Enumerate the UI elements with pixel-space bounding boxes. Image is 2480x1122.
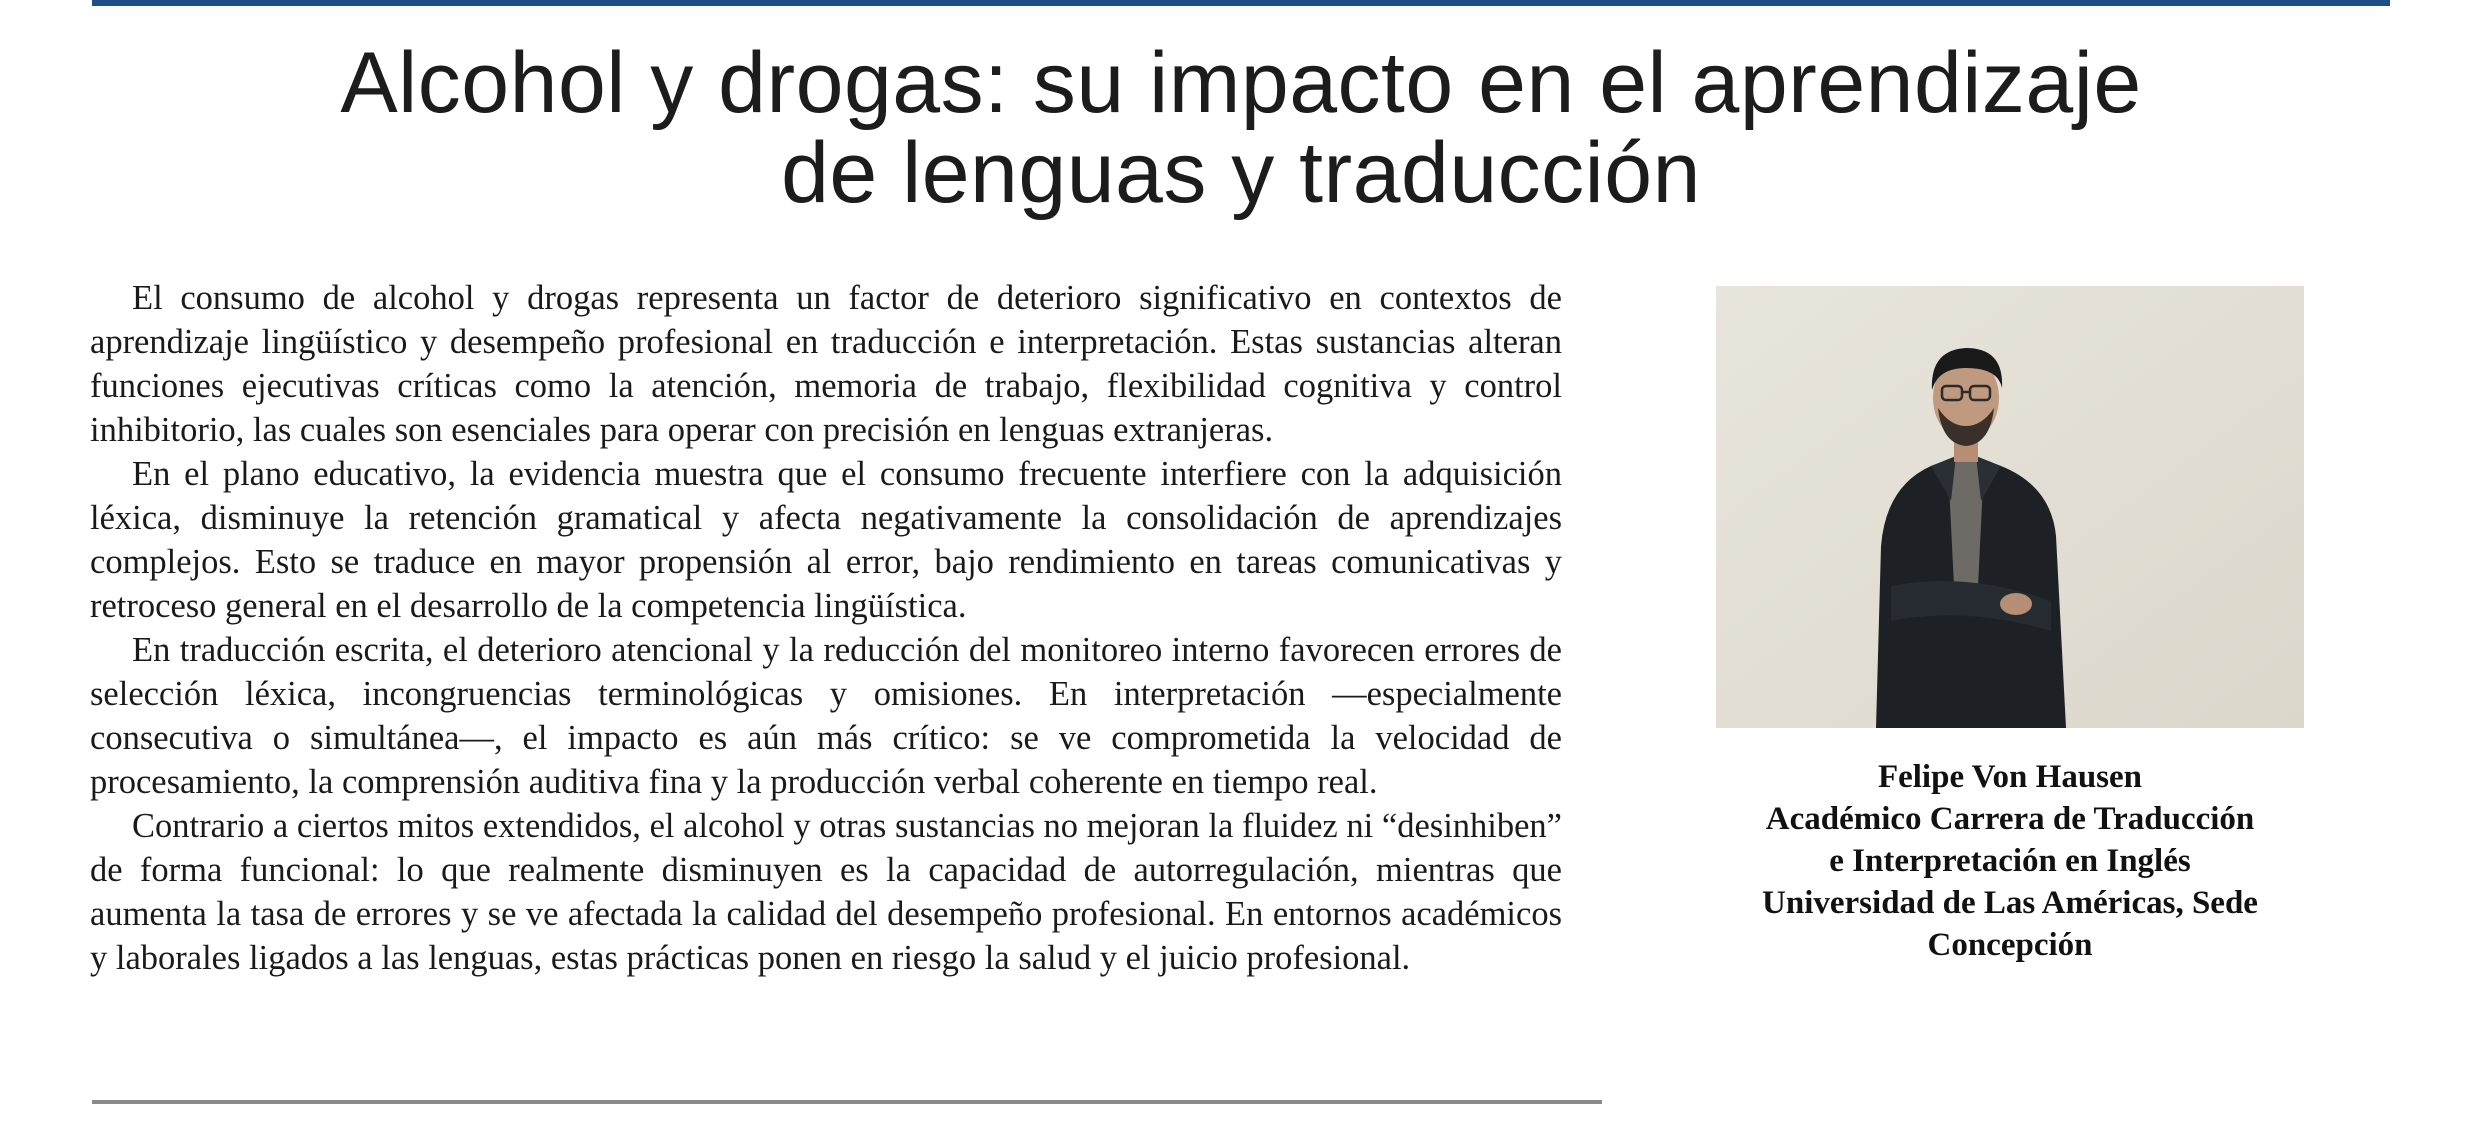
caption-author-name: Felipe Von Hausen (1877, 759, 2143, 795)
paragraph-1: El consumo de alcohol y drogas representa un factor de deterioro significativo en contextos de aprendizaje lingüístico y desempeño profesional en traducción e interpretación. Estas sustancias alteran funciones ejecutivas críticas como la atención, memoria de trabajo, flexibilidad cognitiva y control inhibitorio, las cuales son esenciales para operar con precisión en lenguas extranjeras. (90, 279, 1562, 449)
author-hand (2000, 593, 2032, 615)
caption-line-3: e Interpretación en Inglés (1829, 843, 2191, 879)
article-body (90, 276, 1562, 980)
article-headline (92, 35, 2390, 221)
author-caption (1716, 756, 2304, 966)
paragraph-3: En traducción escrita, el deterioro atencional y la reducción del monitoreo interno favorecen errores de selección léxica, incongruencias terminológicas y omisiones. En interpretación —especialmente consecutiva o simultánea—, el impacto es aún más crítico: se ve comprometida la velocidad de procesamiento, la comprensión auditiva fina y la producción verbal coherente en tiempo real. (90, 631, 1562, 801)
caption-line-4: Universidad de Las Américas, Sede (1762, 885, 2258, 921)
top-rule (92, 0, 2390, 6)
paragraph-2: En el plano educativo, la evidencia muestra que el consumo frecuente interfiere con la adquisición léxica, disminuye la retención gramatical y afecta negativamente la consolidación de aprendizajes complejos. Esto se traduce en mayor propensión al error, bajo rendimiento en tareas comunicativas y retroceso general en el desarrollo de la competencia lingüística. (90, 455, 1562, 625)
author-photo (1716, 286, 2304, 728)
headline-line-2: de lenguas y traducción (781, 125, 1701, 221)
paragraph-4: Contrario a ciertos mitos extendidos, el alcohol y otras sustancias no mejoran la fluidez ni “desinhiben” de forma funcional: lo que realmente disminuyen es la capacidad de autorregulación, mientras que aumenta la tasa de errores y se ve afectada la calidad del desempeño profesional. En entornos académicos y laborales ligados a las lenguas, estas prácticas ponen en riesgo la salud y el juicio profesional. (90, 807, 1562, 977)
headline-line-1: Alcohol y drogas: su impacto en el aprendizaje (340, 35, 2142, 131)
author-portrait-illustration (1716, 286, 2304, 728)
caption-line-2: Académico Carrera de Traducción (1765, 801, 2255, 837)
caption-line-5: Concepción (1927, 927, 2093, 963)
bottom-rule (92, 1100, 1602, 1104)
